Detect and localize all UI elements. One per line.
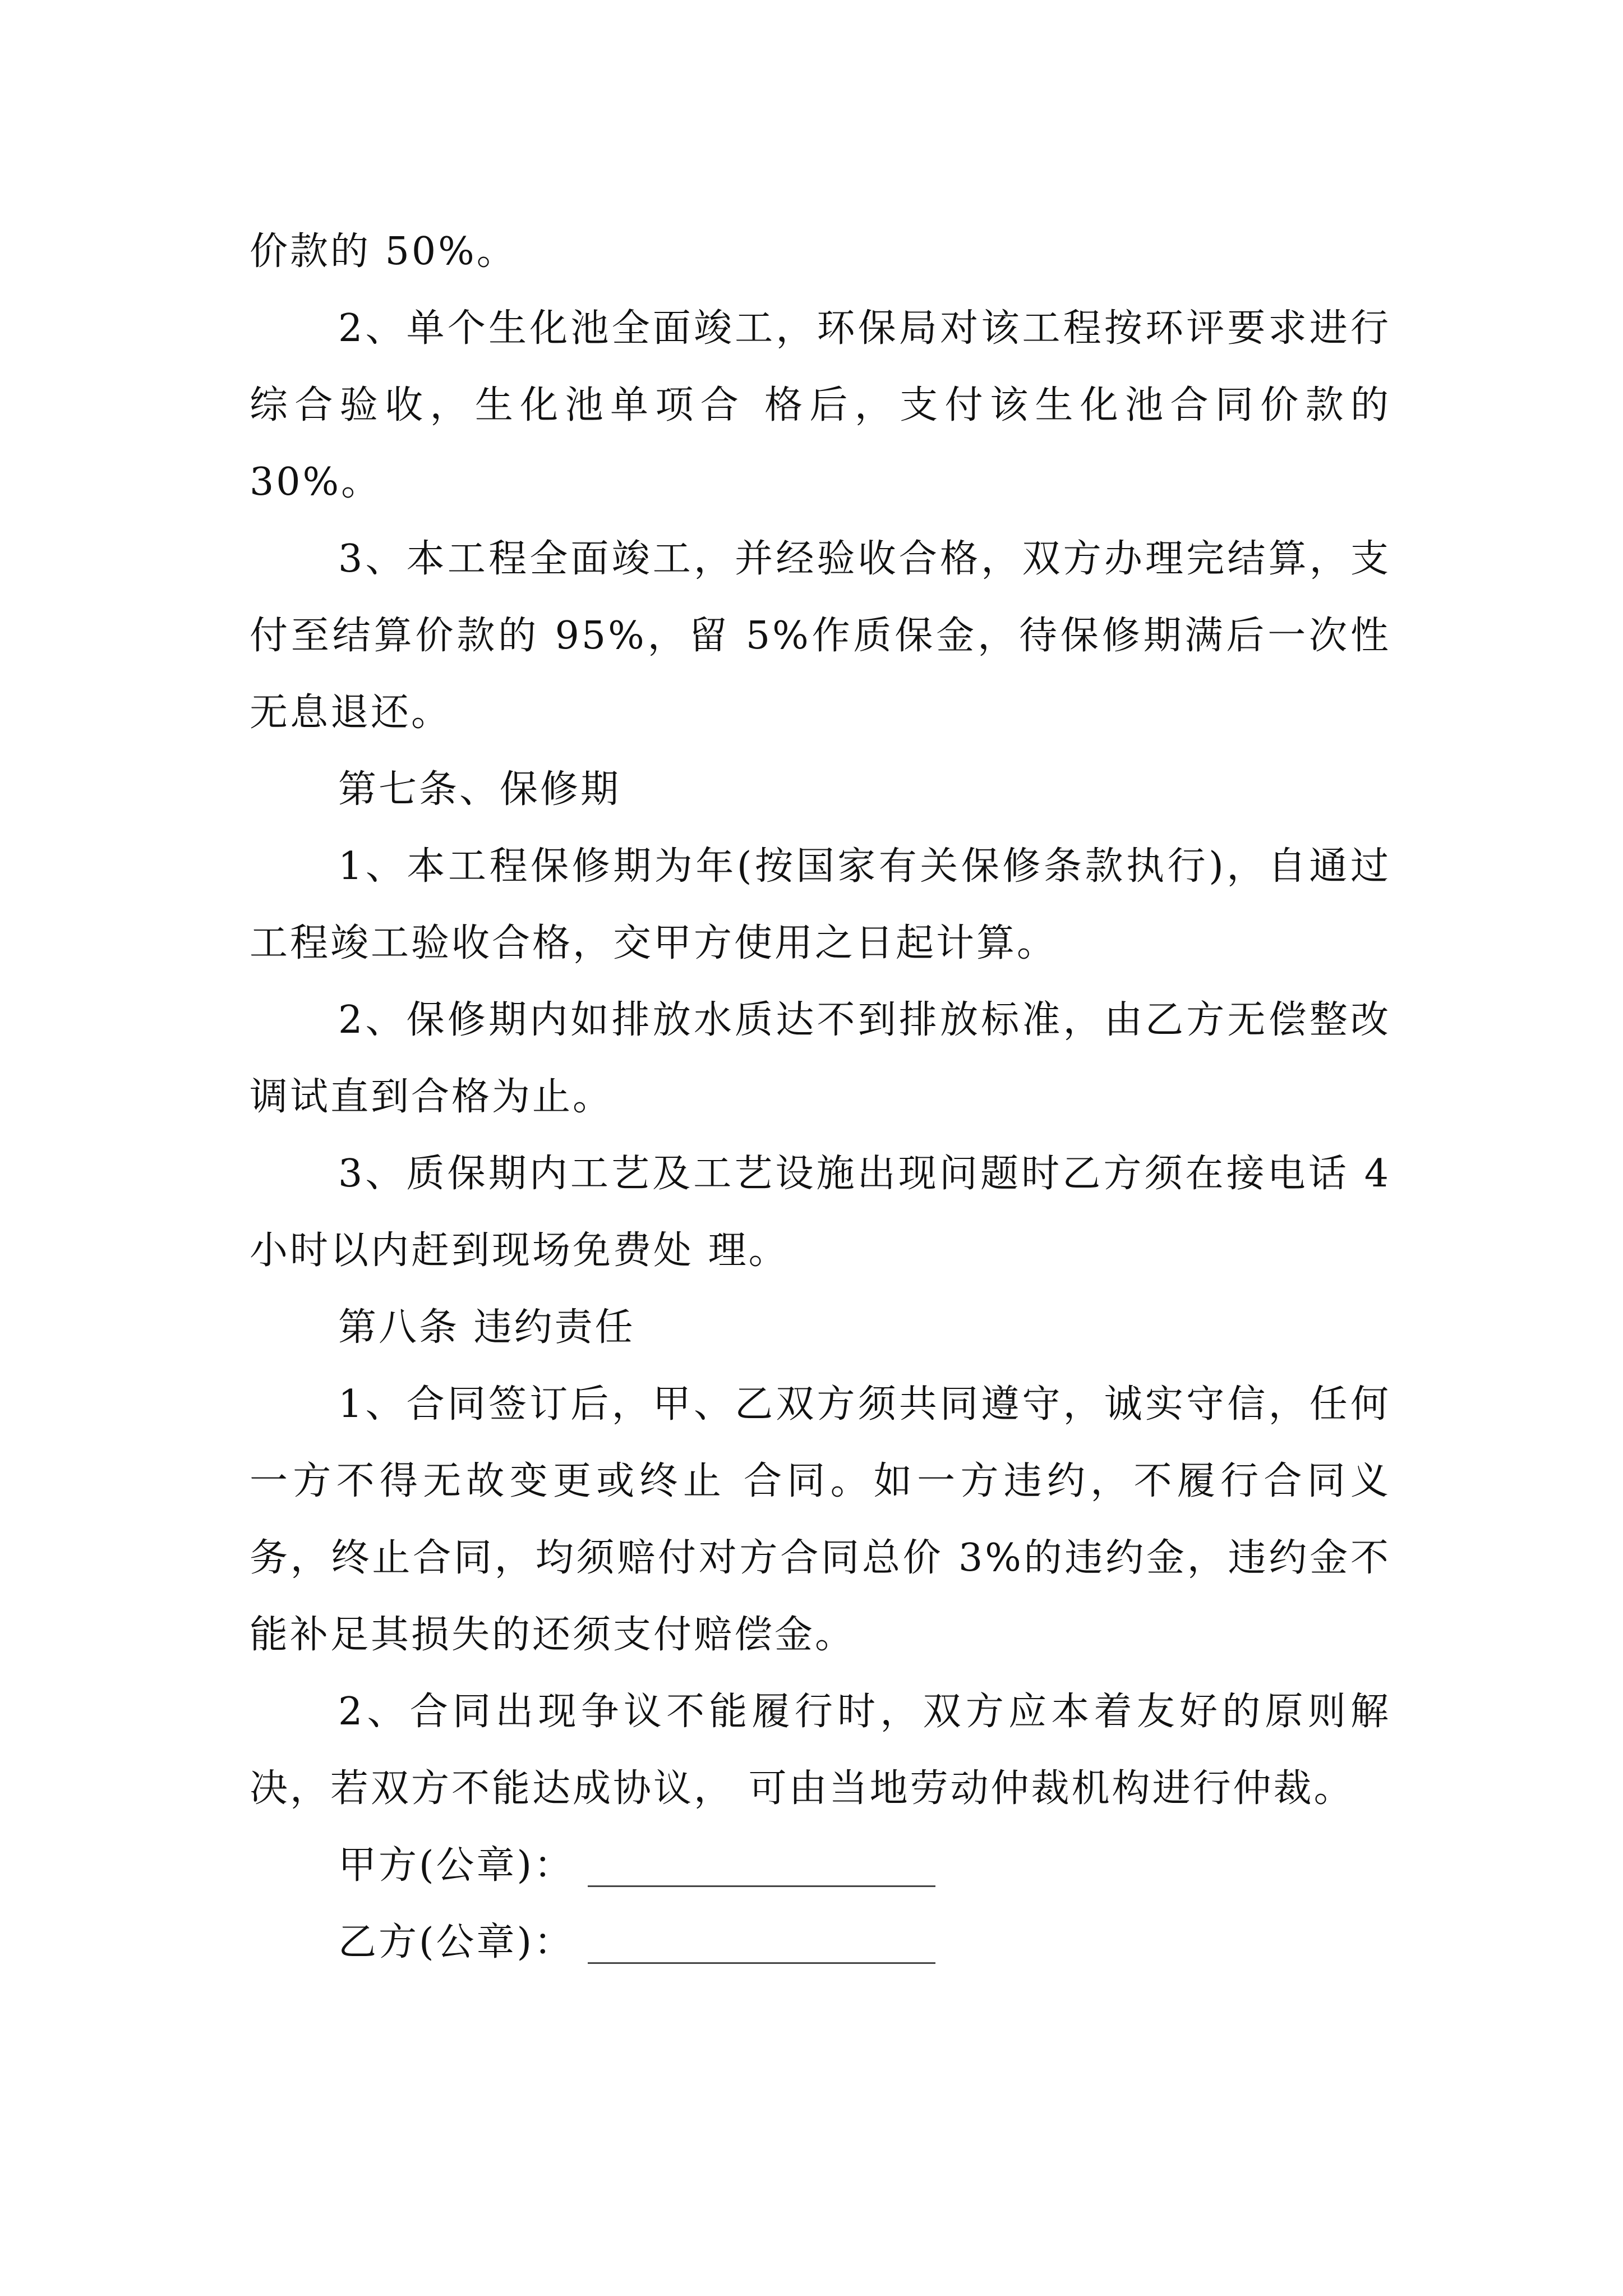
paragraph-dispute-resolution: 2、合同出现争议不能履行时，双方应本着友好的原则解决，若双方不能达成协议， 可由当地劳动仲裁机构进行仲裁。 [250,1690,1391,1811]
section-heading-warranty: 第七条、保修期 [338,767,621,812]
paragraph-warranty-period: 1、本工程保修期为年(按国家有关保修条款执行)，自通过工程竣工验收合格，交甲方使用之日起计算。 [250,844,1391,965]
paragraph-warranty-response: 3、质保期内工艺及工艺设施出现问题时乙方须在接电话 4 小时以内赶到现场免费处 理。 [250,1152,1391,1273]
document-body [250,213,1391,1981]
section-heading-breach: 第八条 违约责任 [338,1305,635,1350]
party-a-label: 甲方(公章)： [338,1843,575,1888]
party-b-label: 乙方(公章)： [338,1920,575,1964]
paragraph-payment-95: 3、本工程全面竣工，并经验收合格，双方办理完结算，支付至结算价款的 95%，留 5%作质保金，待保修期满后一次性无息退还。 [250,537,1391,735]
paragraph-warranty-water-quality: 2、保修期内如排放水质达不到排放标准，由乙方无偿整改调试直到合格为止。 [250,998,1391,1119]
paragraph-payment-50: 价款的 50%。 [250,229,517,274]
party-b-signature-line [588,1931,935,1964]
paragraph-breach-penalty: 1、合同签订后，甲、乙双方须共同遵守，诚实守信，任何一方不得无故变更或终止 合同。如一方违约，不履行合同义务，终止合同，均须赔付对方合同总价 3%的违约金，违约金不能补足其损失的还须支付赔偿金。 [250,1382,1391,1657]
paragraph-payment-30: 2、单个生化池全面竣工，环保局对该工程按环评要求进行综合验收，生化池单项合 格后，支付该生化池合同价款的 30%。 [250,306,1391,504]
signature-party-b [250,1904,1391,1981]
party-a-signature-line [588,1854,935,1887]
signature-party-a [250,1827,1391,1904]
